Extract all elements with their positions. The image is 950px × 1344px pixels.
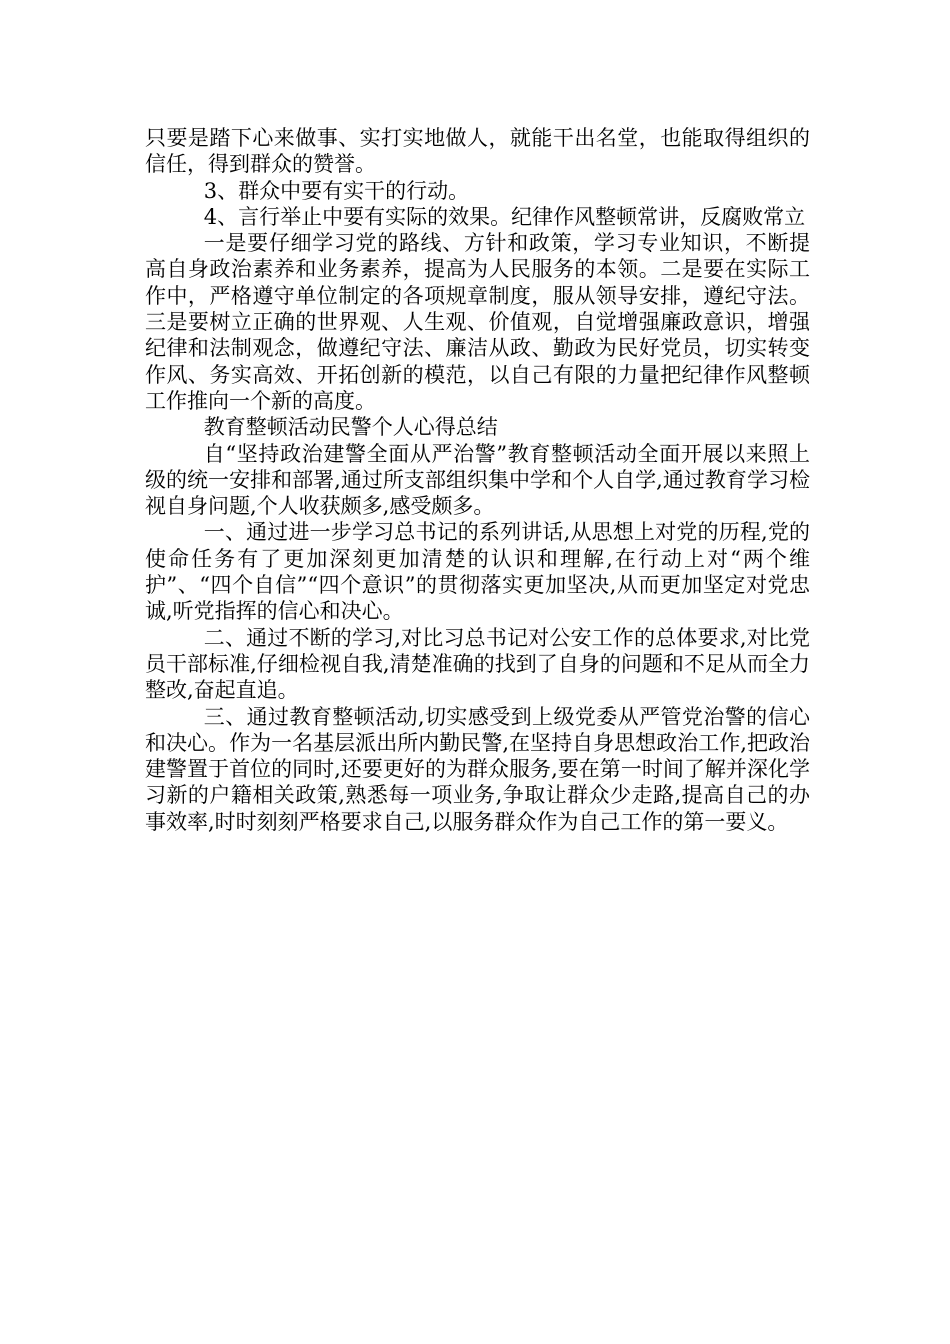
paragraph-item-3: 三、通过教育整顿活动,切实感受到上级党委从严管党治警的信心和决心。作为一名基层派出所内勤民警,在坚持自身思想政治工作,把政治建警置于首位的同时,还要更好的为群众服务,要在第一时间了解并深化学习新的户籍相关政策,熟悉每一项业务,争取让群众少走路,提高自己的办事效率,时时刻刻严格要求自己,以服务群众作为自己工作的第一要义。 <box>145 704 810 834</box>
paragraph-point-3: 3、群众中要有实干的行动。 <box>203 178 470 203</box>
document-body <box>145 125 810 835</box>
section-heading: 教育整顿活动民警个人心得总结 <box>203 415 498 440</box>
paragraph-intro: 自“坚持政治建警全面从严治警”教育整顿活动全面开展以来照上级的统一安排和部署,通过所支部组织集中学和个人自学,通过教育学习检视自身问题,个人收获颇多,感受颇多。 <box>145 441 810 519</box>
paragraph-requirements: 一是要仔细学习党的路线、方针和政策，学习专业知识，不断提高自身政治素养和业务素养，提高为人民服务的本领。二是要在实际工作中，严格遵守单位制定的各项规章制度，服从领导安排，遵纪守法。三是要树立正确的世界观、人生观、价值观，自觉增强廉政意识，增强纪律和法制观念，做遵纪守法、廉洁从政、勤政为民好党员，切实转变作风、务实高效、开拓创新的模范，以自己有限的力量把纪律作风整顿工作推向一个新的高度。 <box>145 231 810 413</box>
paragraph-point-4: 4、言行举止中要有实际的效果。纪律作风整顿常讲，反腐败常立 <box>203 204 806 229</box>
paragraph-continuation: 只要是踏下心来做事、实打实地做人，就能干出名堂，也能取得组织的信任，得到群众的赞誉。 <box>145 126 810 177</box>
paragraph-item-2: 二、通过不断的学习,对比习总书记对公安工作的总体要求,对比党员干部标准,仔细检视自我,清楚准确的找到了自身的问题和不足从而全力整改,奋起直追。 <box>145 625 810 703</box>
paragraph-item-1: 一、通过进一步学习总书记的系列讲话,从思想上对党的历程,党的使命任务有了更加深刻更加清楚的认识和理解,在行动上对“两个维护”、“四个自信”“四个意识”的贯彻落实更加坚决,从而更加坚定对党忠诚,听党指挥的信心和决心。 <box>145 520 810 624</box>
